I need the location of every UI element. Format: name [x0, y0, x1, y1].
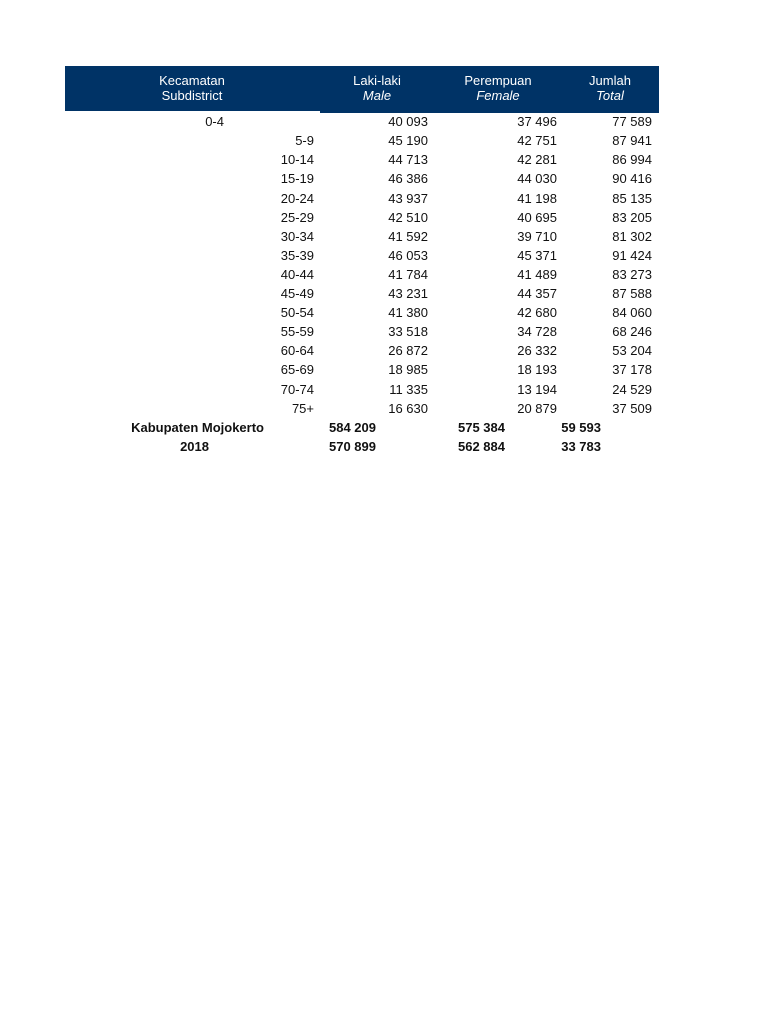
table-row	[0, 284, 768, 303]
age-group: 45-49	[280, 286, 314, 301]
female-value: 37 496	[517, 114, 557, 129]
table-row	[0, 150, 768, 169]
summary-label: Kabupaten Mojokerto	[131, 420, 264, 435]
male-value: 18 985	[388, 362, 428, 377]
male-value: 41 592	[388, 229, 428, 244]
total-value: 77 589	[612, 114, 652, 129]
male-value: 11 335	[389, 382, 428, 397]
table-row	[0, 227, 768, 246]
male-value: 41 380	[388, 305, 428, 320]
total-value: 84 060	[612, 305, 652, 320]
male-value: 33 518	[388, 324, 428, 339]
age-group: 70-74	[280, 382, 314, 397]
table-row	[0, 380, 768, 399]
male-value: 44 713	[388, 152, 428, 167]
summary-total-clip	[561, 418, 601, 437]
table-row	[0, 322, 768, 341]
female-value: 26 332	[517, 343, 557, 358]
table-row	[0, 131, 768, 150]
table-header	[65, 66, 659, 113]
male-value: 45 190	[388, 133, 428, 148]
header-total-en: Total	[596, 88, 624, 103]
female-value: 39 710	[517, 229, 557, 244]
table-row	[0, 112, 768, 131]
total-value: 83 205	[612, 210, 652, 225]
table-row	[0, 360, 768, 379]
total-value: 83 273	[612, 267, 652, 282]
age-group: 35-39	[280, 248, 314, 263]
table-row	[0, 246, 768, 265]
male-value: 41 784	[388, 267, 428, 282]
female-value: 20 879	[517, 401, 557, 416]
age-group: 30-34	[280, 229, 314, 244]
header-male-en: Male	[362, 88, 392, 103]
female-value: 42 281	[517, 152, 557, 167]
summary-female-value: 575 384	[458, 420, 505, 435]
summary-total-clip	[561, 437, 601, 456]
male-value: 26 872	[388, 343, 428, 358]
summary-total-value: 59 593	[561, 420, 601, 435]
age-group: 50-54	[280, 305, 314, 320]
total-value: 87 941	[612, 133, 652, 148]
age-group: 10-14	[280, 152, 314, 167]
header-female	[438, 73, 558, 103]
table-row	[0, 303, 768, 322]
male-value: 16 630	[388, 401, 428, 416]
summary-female-value: 562 884	[458, 439, 505, 454]
female-value: 18 193	[517, 362, 557, 377]
female-value: 40 695	[517, 210, 557, 225]
summary-row-year	[0, 437, 768, 456]
header-total	[565, 73, 655, 103]
age-group: 75+	[291, 401, 314, 416]
age-group: 60-64	[280, 343, 314, 358]
total-value: 24 529	[612, 382, 652, 397]
age-group: 15-19	[280, 171, 314, 186]
table-row	[0, 265, 768, 284]
total-value: 85 135	[612, 191, 652, 206]
age-group: 55-59	[280, 324, 314, 339]
male-value: 43 231	[388, 286, 428, 301]
male-value: 42 510	[388, 210, 428, 225]
male-value: 40 093	[388, 114, 428, 129]
male-value: 43 937	[388, 191, 428, 206]
header-male	[317, 73, 437, 103]
total-value: 86 994	[612, 152, 652, 167]
female-value: 42 680	[517, 305, 557, 320]
female-value: 34 728	[517, 324, 557, 339]
total-value: 90 416	[612, 171, 652, 186]
male-value: 46 053	[388, 248, 428, 263]
header-female-id: Perempuan	[464, 73, 532, 88]
total-value: 37 178	[612, 362, 652, 377]
table-row	[0, 189, 768, 208]
male-value: 46 386	[388, 171, 428, 186]
summary-male-value: 584 209	[329, 420, 376, 435]
female-value: 41 198	[517, 191, 557, 206]
header-total-id: Jumlah	[589, 73, 631, 88]
table-row	[0, 208, 768, 227]
total-value: 68 246	[612, 324, 652, 339]
table-row	[0, 399, 768, 418]
summary-male-value: 570 899	[329, 439, 376, 454]
header-subdistrict-en: Subdistrict	[161, 88, 223, 103]
female-value: 41 489	[517, 267, 557, 282]
header-female-en: Female	[476, 88, 520, 103]
total-value: 81 302	[612, 229, 652, 244]
age-group: 20-24	[280, 191, 314, 206]
header-male-id: Laki-laki	[353, 73, 401, 88]
header-subdistrict-id: Kecamatan	[159, 73, 225, 88]
total-value: 87 588	[612, 286, 652, 301]
header-subdistrict	[117, 73, 267, 103]
female-value: 13 194	[517, 382, 557, 397]
summary-row-regency	[0, 418, 768, 437]
age-group: 25-29	[280, 210, 314, 225]
age-group: 5-9	[295, 133, 314, 148]
female-value: 44 357	[517, 286, 557, 301]
age-group: 40-44	[280, 267, 314, 282]
age-group: 65-69	[280, 362, 314, 377]
total-value: 53 204	[612, 343, 652, 358]
summary-label: 2018	[180, 439, 209, 454]
total-value: 37 509	[612, 401, 652, 416]
female-value: 44 030	[517, 171, 557, 186]
total-value: 91 424	[612, 248, 652, 263]
table-row	[0, 169, 768, 188]
age-group: 0-4	[205, 114, 224, 129]
female-value: 42 751	[517, 133, 557, 148]
table-row	[0, 341, 768, 360]
female-value: 45 371	[517, 248, 557, 263]
summary-total-value: 33 783	[561, 439, 601, 454]
